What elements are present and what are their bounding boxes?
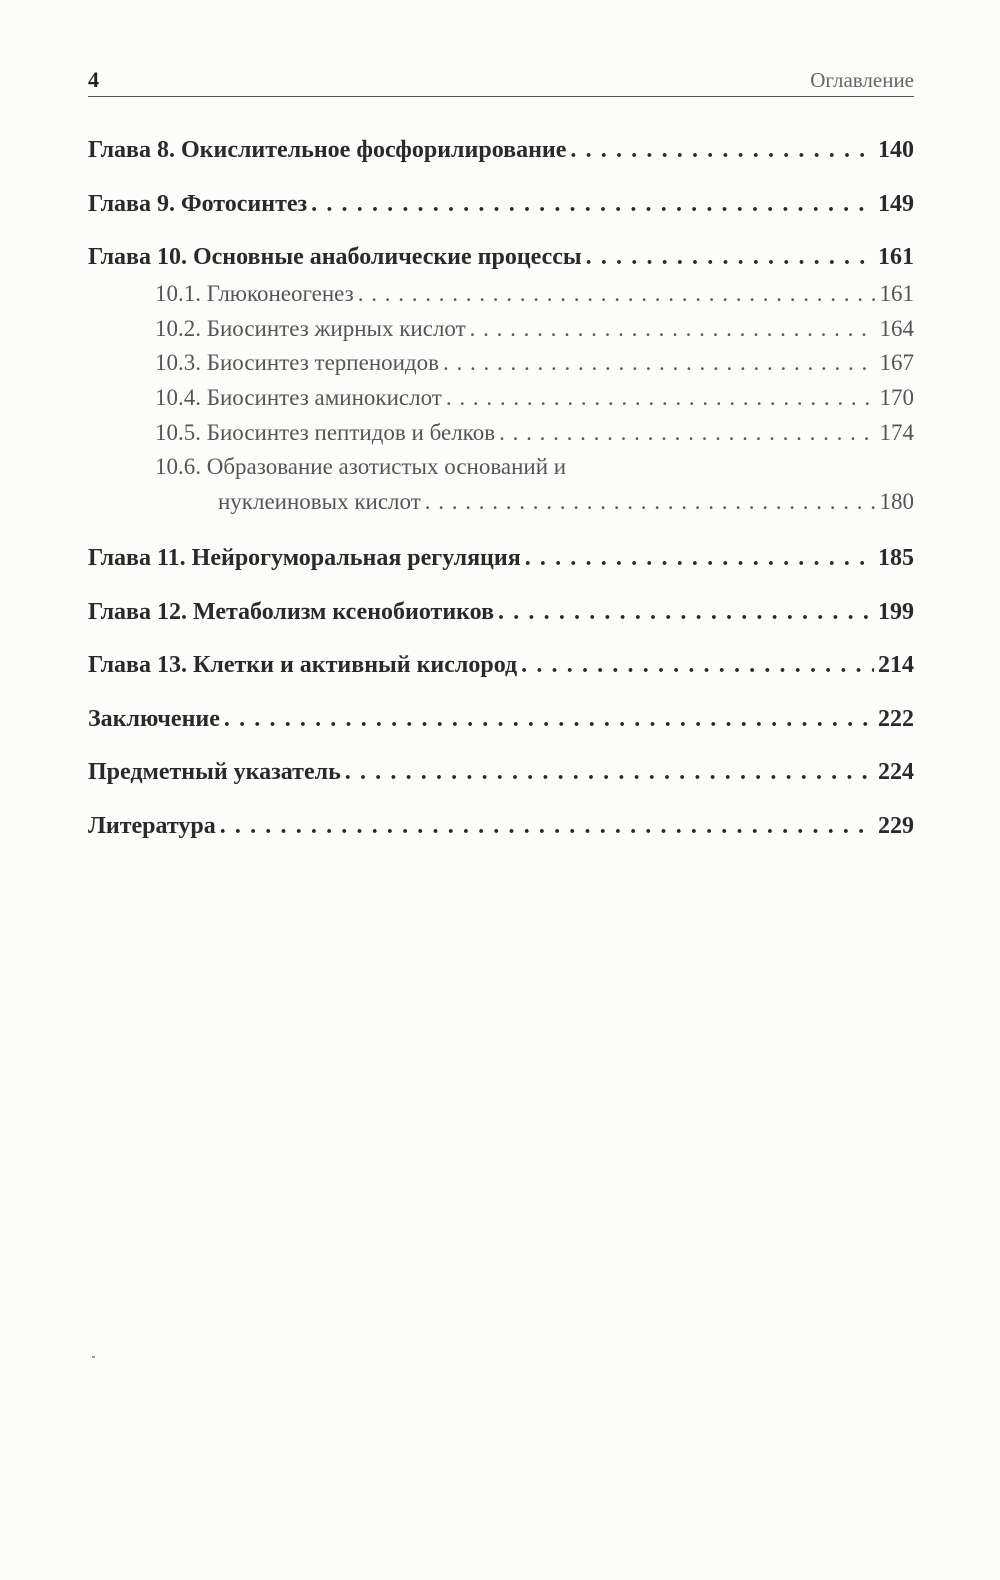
- toc-entry-label: Глава 8. Окислительное фосфорилирование: [88, 137, 567, 163]
- toc-entry-label: 10.3. Биосинтез терпеноидов: [155, 350, 439, 376]
- dot-leader: [470, 312, 876, 346]
- dot-leader: [358, 277, 876, 311]
- running-head-title: Оглавление: [810, 68, 914, 92]
- toc-entry-label: Глава 10. Основные анаболические процессы: [88, 244, 582, 270]
- toc-entry-label: Глава 13. Клетки и активный кислород: [88, 652, 518, 679]
- dot-leader: [311, 184, 874, 224]
- toc-entry-page: 164: [879, 315, 914, 341]
- dot-leader: [525, 538, 874, 578]
- toc-entry-section-10-6[interactable]: [88, 485, 914, 538]
- toc-entry-page: 222: [878, 705, 914, 732]
- toc-entry-label: Литература: [88, 812, 216, 839]
- toc-entry-section-10-6-line1[interactable]: 10.6. Образование азотистых оснований и: [155, 454, 567, 480]
- dot-leader: [498, 592, 874, 632]
- toc-entry-label: Глава 9. Фотосинтез: [88, 190, 308, 217]
- toc-entry-label: 10.4. Биосинтез аминокислот: [155, 385, 442, 411]
- dot-leader: [446, 381, 876, 415]
- toc-entry-page: 214: [878, 652, 914, 679]
- page-number: 4: [88, 67, 99, 92]
- toc-entry-page: 229: [878, 812, 914, 839]
- toc-entry-page: 170: [879, 385, 914, 411]
- dot-leader: [443, 346, 876, 380]
- toc-entry-label: Глава 12. Метаболизм ксенобиотиков: [88, 598, 495, 625]
- dot-leader: [425, 485, 876, 519]
- toc-entry-label: нуклеиновых кислот: [218, 489, 421, 515]
- pencil-mark: [92, 1356, 95, 1358]
- toc-entry-chapter-13[interactable]: [88, 645, 914, 699]
- toc-entry-chapter-10[interactable]: [88, 237, 914, 277]
- toc-entry-label: Заключение: [88, 705, 220, 732]
- toc-entry-label: Глава 11. Нейрогуморальная регуляция: [88, 545, 521, 572]
- toc-entry-section-10-5[interactable]: [88, 416, 914, 451]
- toc-entry-label: 10.5. Биосинтез пептидов и белков: [155, 419, 496, 445]
- toc-entry-section-10-2[interactable]: [88, 312, 914, 347]
- toc-entry-section-10-3[interactable]: [88, 346, 914, 381]
- dot-leader: [586, 237, 874, 277]
- toc-entry-label: 10.1. Глюконеогенез: [155, 281, 354, 306]
- toc-entry-label: Предметный указатель: [88, 759, 341, 786]
- toc-entry-page: 161: [878, 244, 914, 270]
- toc-entry-label: 10.2. Биосинтез жирных кислот: [155, 315, 466, 341]
- toc-entry-page: 224: [878, 759, 914, 786]
- toc-entry-chapter-9[interactable]: [88, 184, 914, 238]
- running-head: [88, 66, 914, 97]
- table-of-contents: [88, 130, 914, 859]
- toc-entry-subject-index[interactable]: [88, 752, 914, 806]
- dot-leader: [345, 752, 874, 792]
- toc-entry-section-10-4[interactable]: [88, 381, 914, 416]
- toc-entry-conclusion[interactable]: [88, 699, 914, 753]
- dot-leader: [570, 130, 874, 170]
- toc-entry-page: 161: [879, 281, 914, 306]
- toc-entry-page: 167: [879, 350, 914, 376]
- toc-entry-page: 180: [879, 489, 914, 515]
- toc-entry-page: 185: [878, 545, 914, 572]
- toc-entry-page: 140: [878, 137, 914, 163]
- toc-entry-literature[interactable]: [88, 806, 914, 860]
- toc-entry-page: 199: [878, 598, 914, 625]
- toc-entry-chapter-8[interactable]: [88, 130, 914, 184]
- dot-leader: [220, 806, 874, 846]
- toc-entry-page: 174: [879, 419, 914, 445]
- dot-leader: [499, 416, 875, 450]
- toc-entry-page: 149: [878, 190, 914, 217]
- dot-leader: [521, 645, 874, 685]
- toc-entry-chapter-12[interactable]: [88, 592, 914, 646]
- toc-entry-section-10-1[interactable]: [88, 277, 914, 312]
- toc-entry-chapter-11[interactable]: [88, 538, 914, 592]
- dot-leader: [224, 699, 874, 739]
